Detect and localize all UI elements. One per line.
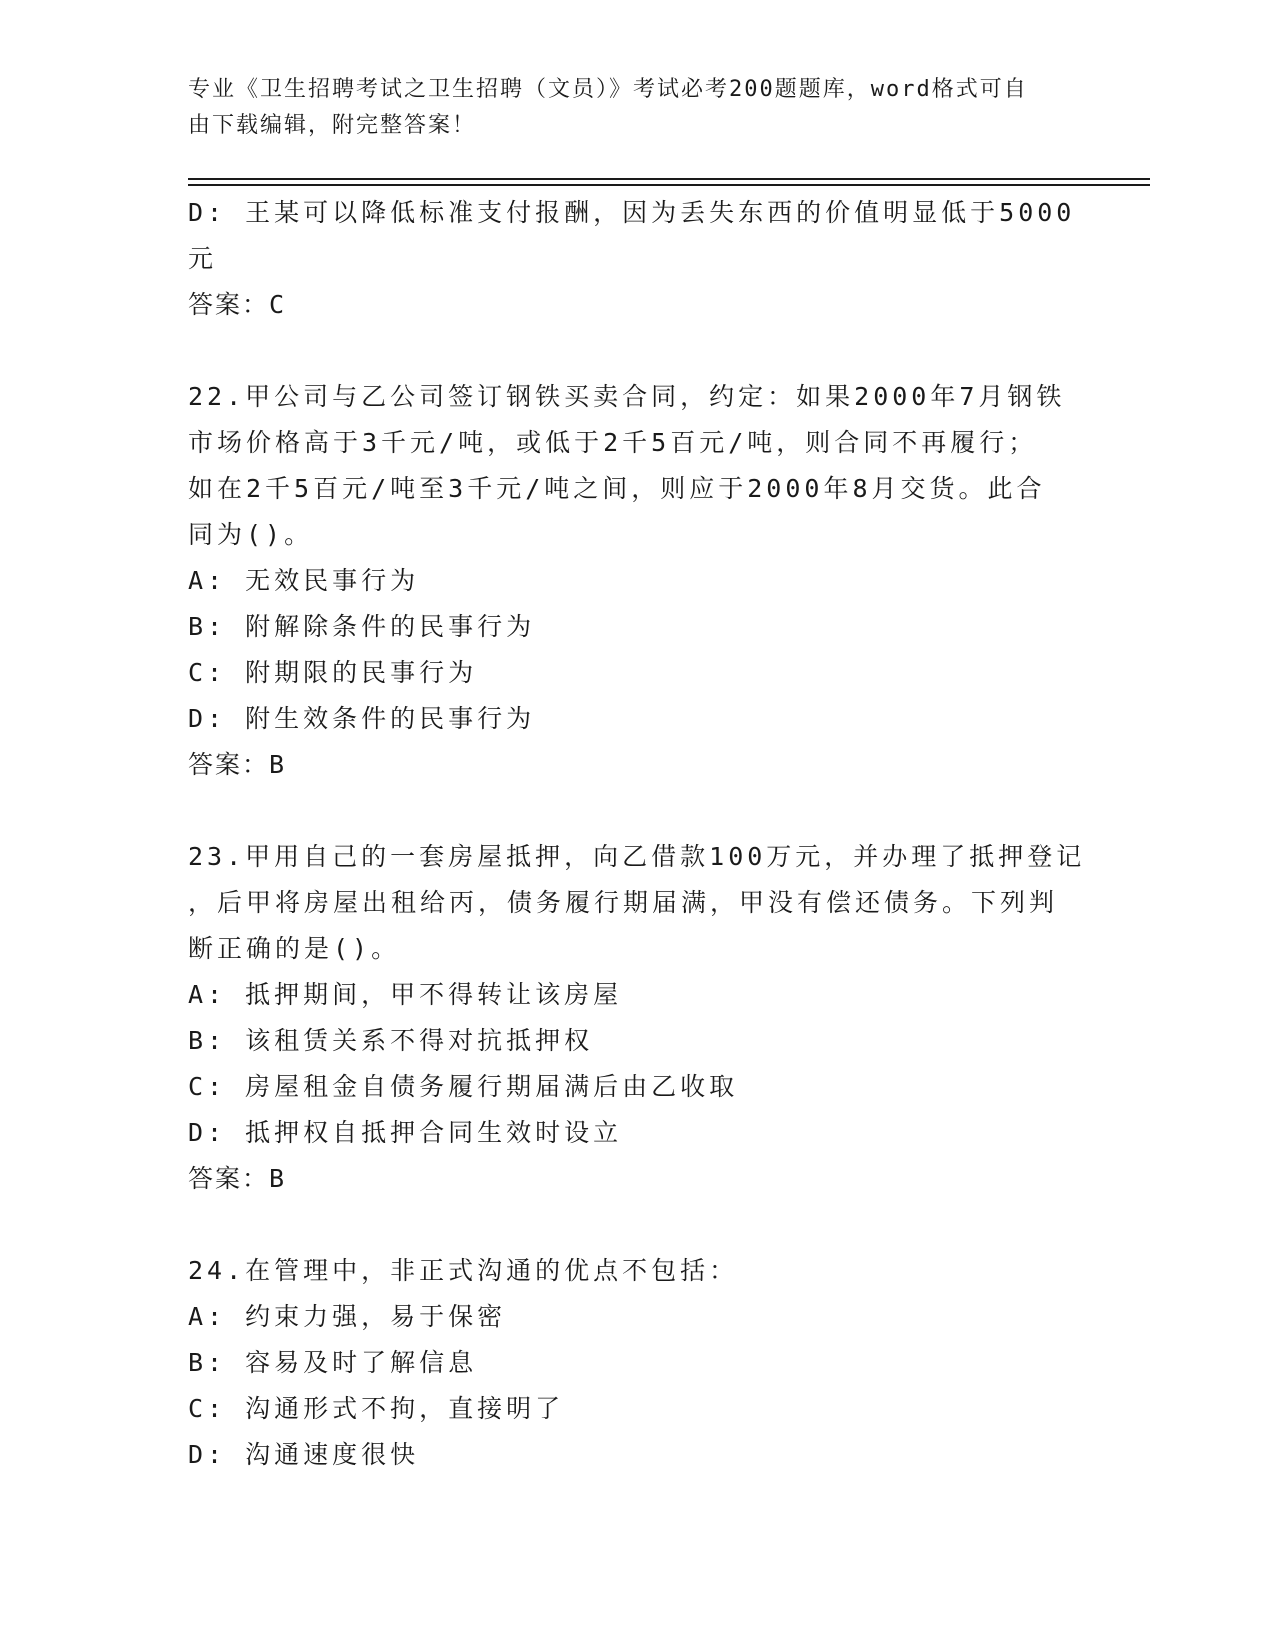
- option-d: D: 沟通速度很快: [188, 1440, 420, 1469]
- page-header: [188, 72, 1068, 144]
- header-title-line-2: 由下载编辑，附完整答案！: [188, 113, 477, 138]
- question-23: [188, 834, 1088, 1202]
- option-d: D: 抵押权自抵押合同生效时设立: [188, 1118, 623, 1147]
- question-24: [188, 1248, 1088, 1478]
- spacer: [188, 788, 1088, 834]
- spacer: [188, 328, 1088, 374]
- option-a: A: 抵押期间，甲不得转让该房屋: [188, 980, 623, 1009]
- question-stem-line: 如在2千5百元/吨至3千元/吨之间，则应于2000年8月交货。此合: [188, 474, 1046, 503]
- header-title-line-1: 专业《卫生招聘考试之卫生招聘（文员）》考试必考200题题库，word格式可自: [188, 77, 1028, 102]
- option-c: C: 附期限的民事行为: [188, 658, 478, 687]
- question-stem-line: 24.在管理中，非正式沟通的优点不包括：: [188, 1256, 739, 1285]
- document-body: [188, 190, 1088, 1478]
- header-rule-bottom: [188, 184, 1150, 186]
- question-stem-line: ，后甲将房屋出租给丙，债务履行期届满，甲没有偿还债务。下列判: [188, 888, 1059, 917]
- question-stem-line: 市场价格高于3千元/吨，或低于2千5百元/吨，则合同不再履行；: [188, 428, 1038, 457]
- question-21-tail: [188, 190, 1088, 328]
- question-stem-line: 断正确的是()。: [188, 934, 401, 963]
- option-d: D: 王某可以降低标准支付报酬，因为丢失东西的价值明显低于5000: [188, 198, 1076, 227]
- option-b: B: 该租赁关系不得对抗抵押权: [188, 1026, 594, 1055]
- option-c: C: 房屋租金自债务履行期届满后由乙收取: [188, 1072, 739, 1101]
- spacer: [188, 1202, 1088, 1248]
- question-stem-line: 22.甲公司与乙公司签订钢铁买卖合同，约定：如果2000年7月钢铁: [188, 382, 1066, 411]
- option-b: B: 附解除条件的民事行为: [188, 612, 536, 641]
- header-rule-top: [188, 178, 1150, 180]
- option-a: A: 约束力强，易于保密: [188, 1302, 507, 1331]
- question-stem-line: 同为()。: [188, 520, 314, 549]
- option-d-continued: 元: [188, 244, 218, 273]
- option-d: D: 附生效条件的民事行为: [188, 704, 536, 733]
- answer-line: 答案：B: [188, 750, 287, 779]
- option-a: A: 无效民事行为: [188, 566, 420, 595]
- question-22: [188, 374, 1088, 788]
- question-stem-line: 23.甲用自己的一套房屋抵押，向乙借款100万元，并办理了抵押登记: [188, 842, 1086, 871]
- answer-line: 答案：C: [188, 290, 287, 319]
- answer-line: 答案：B: [188, 1164, 287, 1193]
- option-b: B: 容易及时了解信息: [188, 1348, 478, 1377]
- option-c: C: 沟通形式不拘，直接明了: [188, 1394, 565, 1423]
